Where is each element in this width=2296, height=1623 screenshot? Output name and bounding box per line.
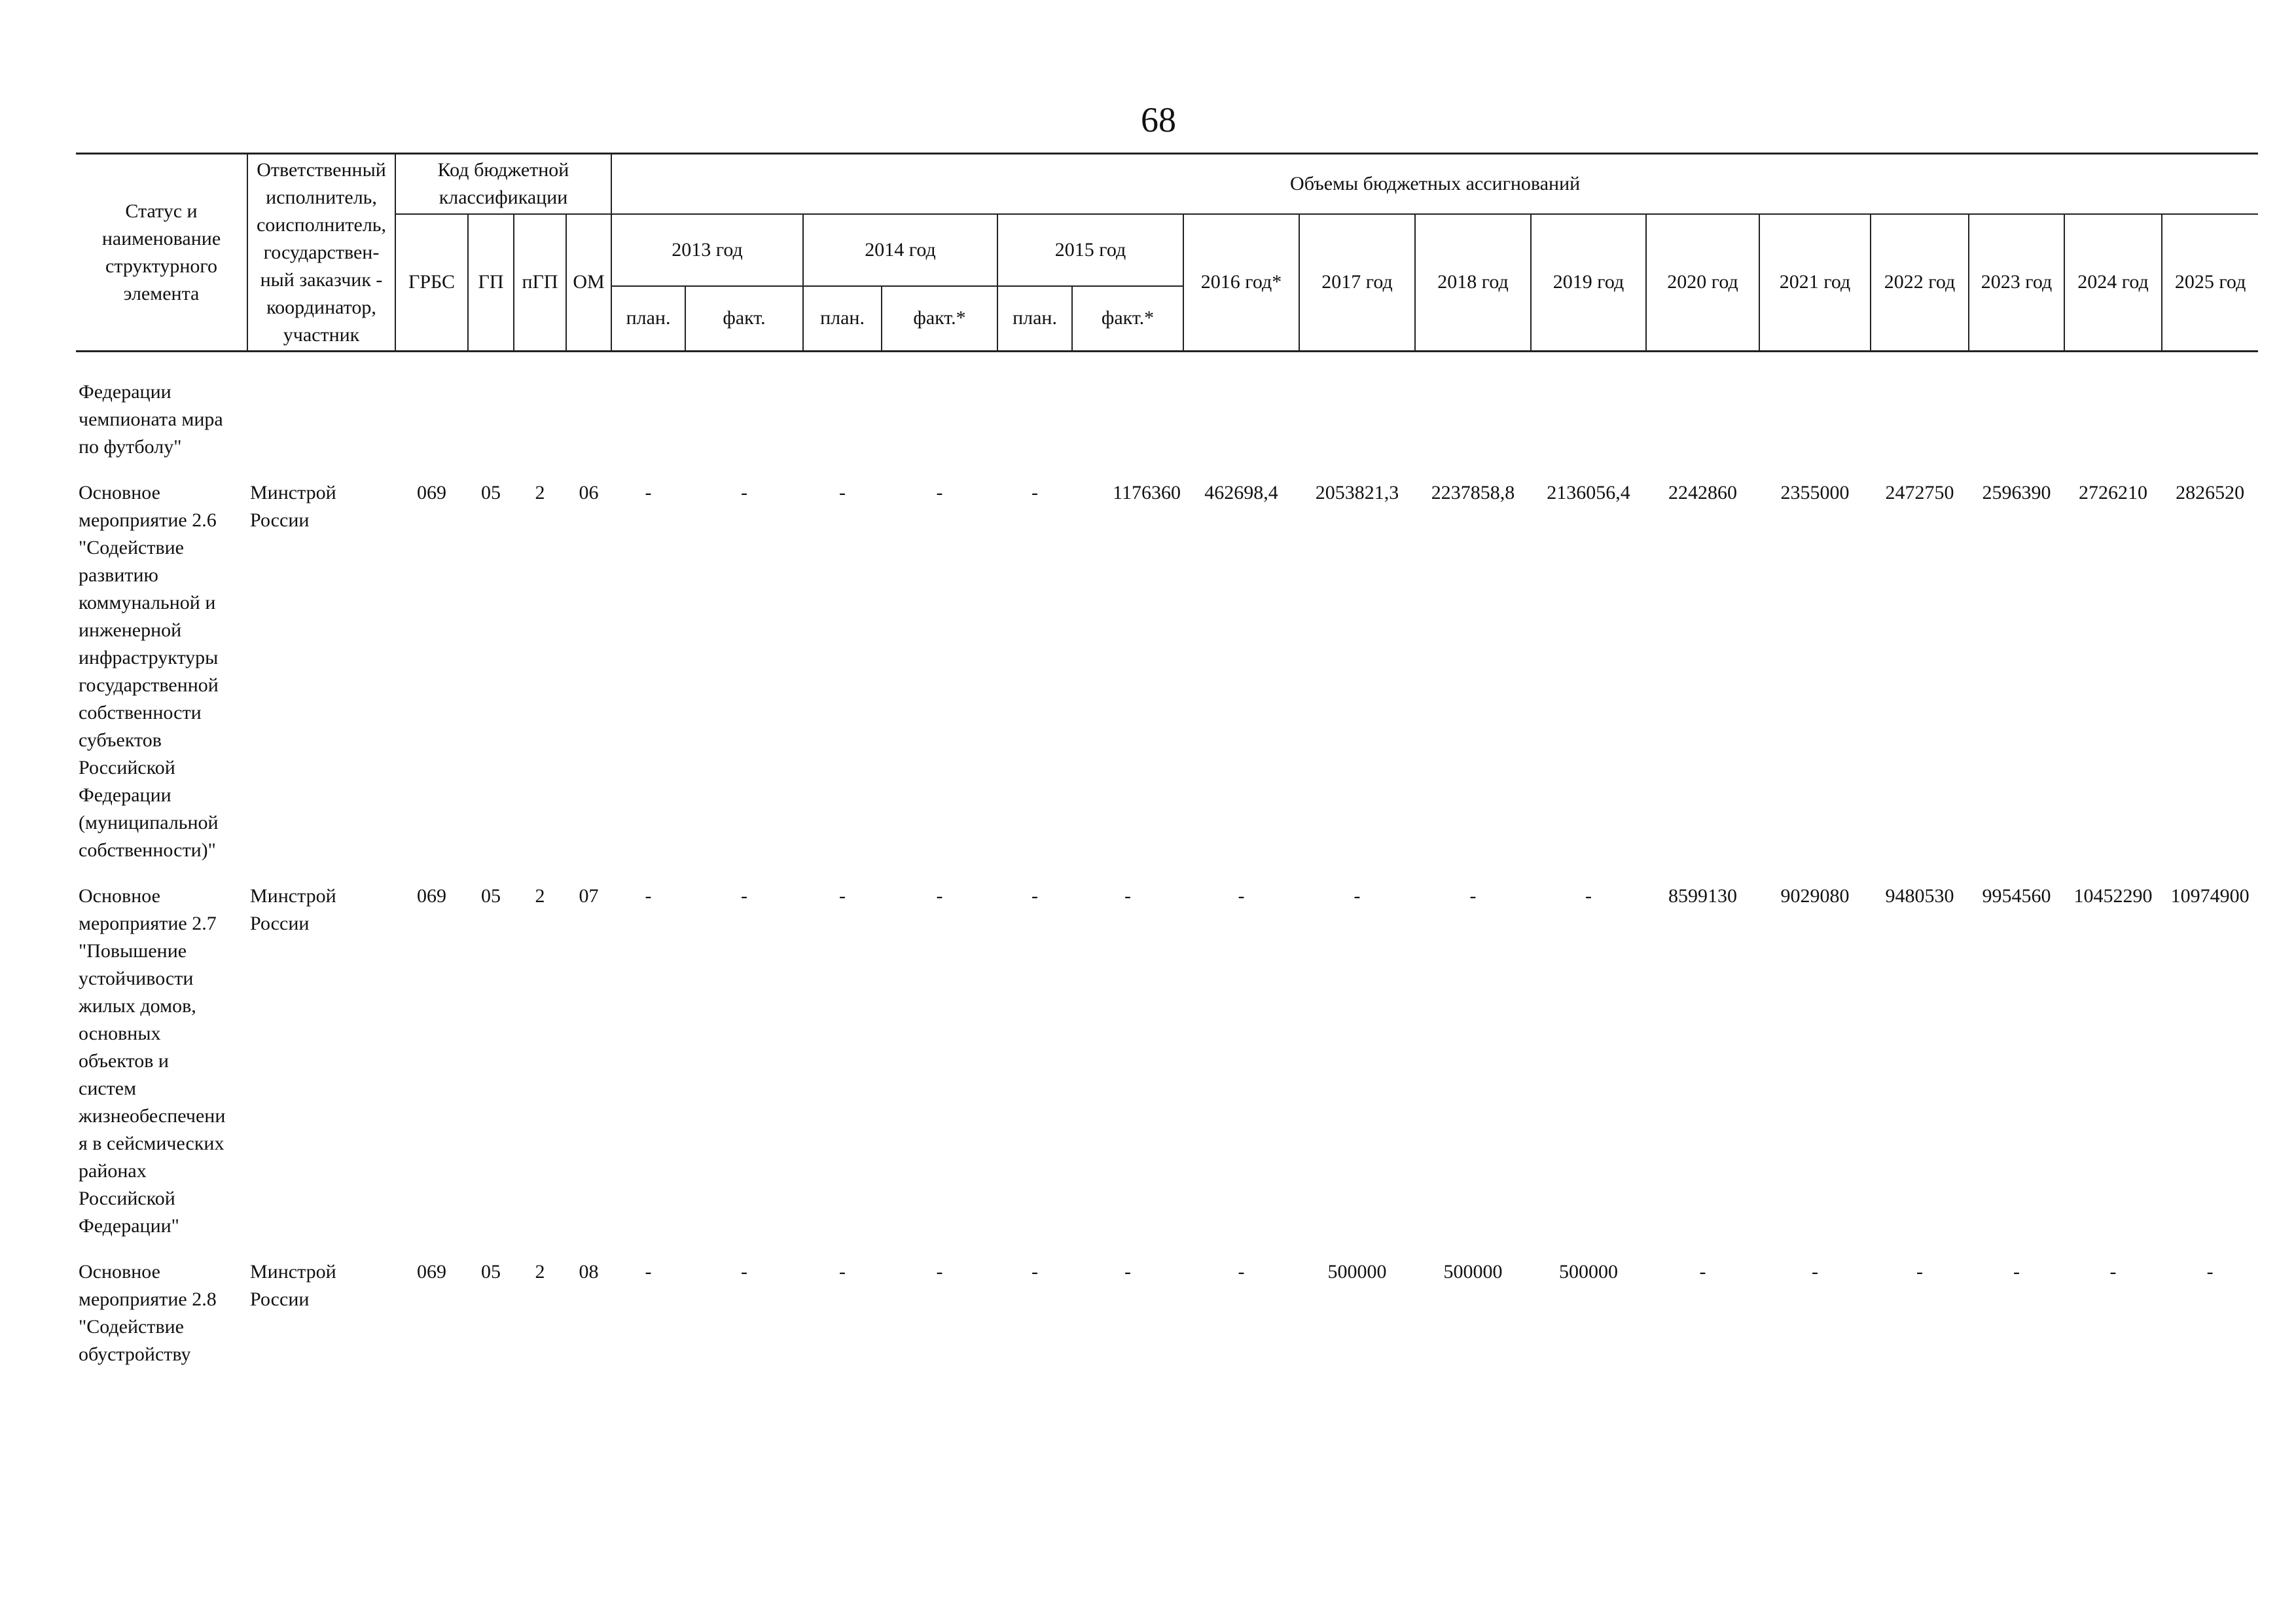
code-cell: 08: [579, 1261, 599, 1283]
sub-fact-2015: факт.*: [1072, 286, 1183, 352]
value-cell: -: [741, 885, 748, 907]
value-cell: [2162, 378, 2258, 479]
status-cell: Основное мероприятие 2.6 "Содействие развитию коммунальной и инженерной инфраструктуры государственной собственности субъектов Российской Федерации (муниципальной собственности)": [79, 482, 219, 861]
year-2016-header: 2016 год*: [1183, 214, 1299, 352]
code-cell: 05: [481, 1261, 501, 1283]
sub-fact-2013: факт.: [685, 286, 803, 352]
sub-plan-2013: план.: [611, 286, 685, 352]
value-cell: -: [839, 885, 846, 907]
table-row: [76, 1258, 2258, 1387]
code-cell: [395, 378, 468, 479]
value-cell: [2064, 378, 2162, 479]
value-cell: 2136056,4: [1547, 482, 1630, 503]
value-cell: -: [1238, 885, 1245, 907]
status-cell: Основное мероприятие 2.8 "Содействие обустройству: [79, 1261, 217, 1365]
value-cell: -: [1031, 885, 1039, 907]
status-cell: Федерации чемпионата мира по футболу": [79, 381, 223, 458]
value-cell: -: [1031, 1261, 1039, 1283]
value-cell: [1415, 378, 1531, 479]
value-cell: 8599130: [1668, 885, 1738, 907]
executor-cell: Минстрой России: [250, 482, 336, 531]
executor-column-header: Ответственный исполнитель, соисполнитель, государствен-ный заказчик - координатор, участник: [247, 154, 395, 352]
year-2023-header: 2023 год: [1969, 214, 2064, 352]
value-cell: -: [1469, 885, 1477, 907]
value-cell: 2726210: [2079, 482, 2148, 503]
value-cell: -: [2013, 1261, 2020, 1283]
value-cell: [611, 378, 685, 479]
value-cell: 9480530: [1885, 885, 1954, 907]
table-row: [76, 883, 2258, 1258]
budget-table: [76, 153, 2258, 1387]
year-2025-header: 2025 год: [2162, 214, 2258, 352]
table-row: [76, 378, 2258, 479]
year-2020-header: 2020 год: [1646, 214, 1759, 352]
executor-cell: Минстрой России: [250, 885, 336, 934]
value-cell: 1176360: [1113, 482, 1181, 503]
value-cell: -: [645, 885, 652, 907]
value-cell: 9954560: [1982, 885, 2051, 907]
value-cell: 2237858,8: [1431, 482, 1515, 503]
status-column-header: Статус и наименование структурного элемента: [76, 154, 247, 352]
code-cell: 06: [579, 482, 599, 503]
table-body: [76, 352, 2258, 1387]
value-cell: -: [839, 482, 846, 503]
year-2022-header: 2022 год: [1871, 214, 1969, 352]
code-cell: 07: [579, 885, 599, 907]
year-2014-header: 2014 год: [803, 214, 997, 286]
value-cell: [1646, 378, 1759, 479]
value-cell: [1759, 378, 1871, 479]
value-cell: [1531, 378, 1646, 479]
year-2015-header: 2015 год: [997, 214, 1183, 286]
value-cell: 2053821,3: [1315, 482, 1399, 503]
executor-cell: [247, 378, 395, 479]
value-cell: [882, 378, 997, 479]
sub-plan-2014: план.: [803, 286, 882, 352]
code-cell: 2: [535, 1261, 545, 1283]
value-cell: [1072, 378, 1183, 479]
code-col-om: ОМ: [566, 214, 611, 352]
code-cell: [468, 378, 514, 479]
value-cell: -: [936, 1261, 943, 1283]
budget-code-header: Код бюджетной классификации: [395, 154, 611, 214]
value-cell: [803, 378, 882, 479]
executor-cell: Минстрой России: [250, 1261, 336, 1310]
value-cell: -: [936, 482, 943, 503]
volumes-header: Объемы бюджетных ассигнований: [611, 154, 2258, 214]
value-cell: 500000: [1443, 1261, 1503, 1283]
value-cell: -: [1354, 885, 1361, 907]
value-cell: [997, 378, 1072, 479]
code-col-grbs: ГРБС: [395, 214, 468, 352]
value-cell: [1299, 378, 1415, 479]
table-row: [76, 479, 2258, 883]
value-cell: [1183, 378, 1299, 479]
value-cell: -: [936, 885, 943, 907]
sub-fact-2014: факт.*: [882, 286, 997, 352]
value-cell: [685, 378, 803, 479]
value-cell: -: [645, 482, 652, 503]
value-cell: -: [741, 482, 748, 503]
code-cell: 069: [417, 1261, 446, 1283]
page-number: 68: [1141, 100, 1176, 139]
value-cell: -: [1916, 1261, 1924, 1283]
value-cell: -: [1585, 885, 1592, 907]
code-cell: 069: [417, 482, 446, 503]
value-cell: 462698,4: [1204, 482, 1278, 503]
sub-plan-2015: план.: [997, 286, 1072, 352]
value-cell: -: [741, 1261, 748, 1283]
code-cell: 069: [417, 885, 446, 907]
value-cell: -: [1124, 885, 1132, 907]
value-cell: -: [1699, 1261, 1706, 1283]
value-cell: 500000: [1327, 1261, 1387, 1283]
year-2021-header: 2021 год: [1759, 214, 1871, 352]
status-cell: Основное мероприятие 2.7 "Повышение устойчивости жилых домов, основных объектов и систем жизнеобеспечени я в сейсмических районах Российской Федерации": [79, 885, 226, 1237]
code-cell: 05: [481, 482, 501, 503]
value-cell: -: [2206, 1261, 2214, 1283]
value-cell: -: [839, 1261, 846, 1283]
code-cell: [514, 378, 566, 479]
value-cell: 10974900: [2170, 885, 2250, 907]
code-cell: 05: [481, 885, 501, 907]
value-cell: [1969, 378, 2064, 479]
code-cell: 2: [535, 885, 545, 907]
code-cell: 2: [535, 482, 545, 503]
year-2017-header: 2017 год: [1299, 214, 1415, 352]
value-cell: -: [1238, 1261, 1245, 1283]
value-cell: -: [1124, 1261, 1132, 1283]
value-cell: 2826520: [2176, 482, 2245, 503]
year-2019-header: 2019 год: [1531, 214, 1646, 352]
value-cell: 2242860: [1668, 482, 1738, 503]
value-cell: [1871, 378, 1969, 479]
code-col-gp: ГП: [468, 214, 514, 352]
value-cell: -: [1812, 1261, 1819, 1283]
year-2013-header: 2013 год: [611, 214, 803, 286]
code-cell: [566, 378, 611, 479]
value-cell: 2596390: [1982, 482, 2051, 503]
year-2018-header: 2018 год: [1415, 214, 1531, 352]
value-cell: 10452290: [2073, 885, 2153, 907]
value-cell: 2472750: [1885, 482, 1954, 503]
value-cell: -: [645, 1261, 652, 1283]
value-cell: 9029080: [1780, 885, 1850, 907]
year-2024-header: 2024 год: [2064, 214, 2162, 352]
value-cell: 500000: [1559, 1261, 1619, 1283]
code-col-pgp: пГП: [514, 214, 566, 352]
value-cell: 2355000: [1780, 482, 1850, 503]
value-cell: -: [2109, 1261, 2117, 1283]
value-cell: -: [1031, 482, 1039, 503]
